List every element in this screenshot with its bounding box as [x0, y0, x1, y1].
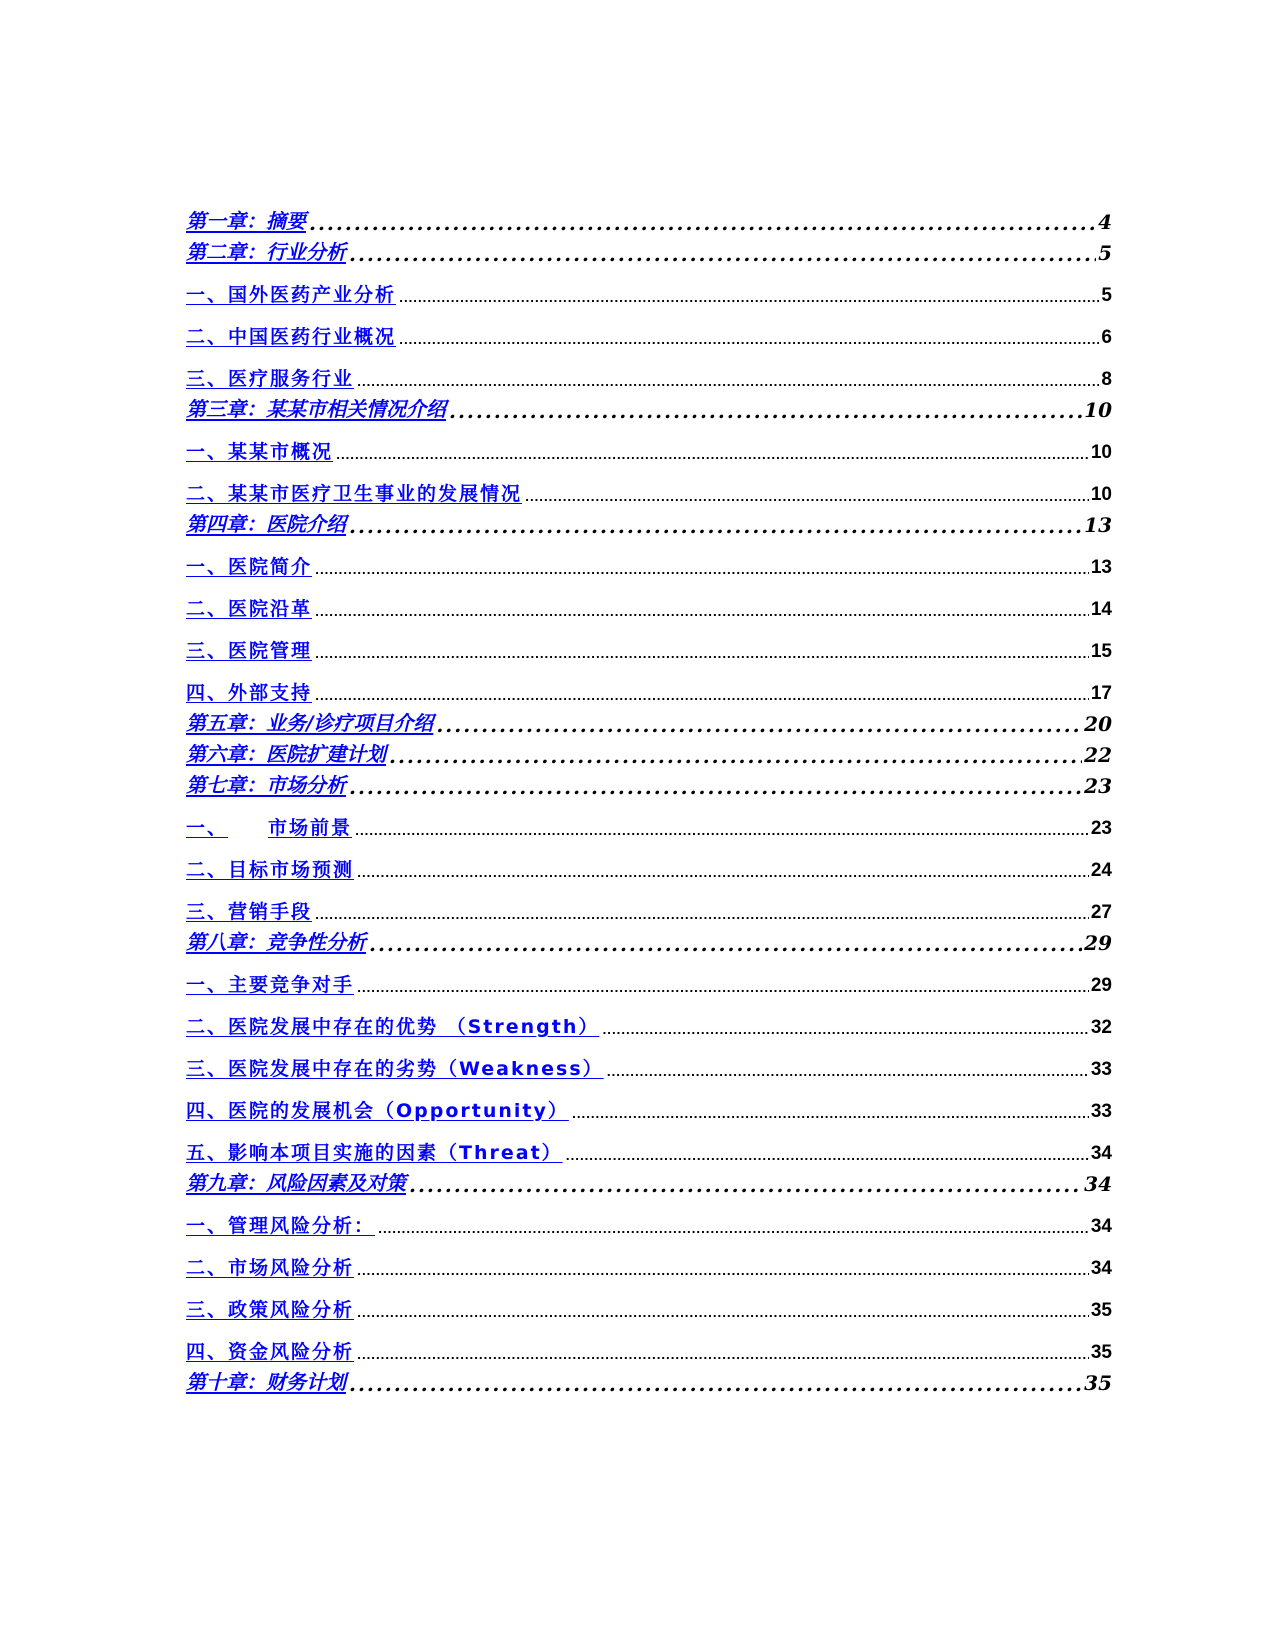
toc-entry-link[interactable]	[186, 236, 346, 265]
toc-entry-title: 二、医院沿革	[186, 598, 313, 620]
dot-leader	[349, 1374, 1082, 1395]
toc-page-number: 5	[1101, 285, 1112, 306]
toc-entry-link[interactable]	[186, 1138, 563, 1165]
toc-chapter-entry[interactable]	[186, 506, 1112, 537]
dot-leader	[399, 335, 1099, 349]
toc-chapter-entry[interactable]	[186, 234, 1112, 265]
toc-page-number: 23	[1084, 774, 1112, 798]
toc-chapter-entry[interactable]	[186, 391, 1112, 422]
toc-entry-link[interactable]	[186, 926, 366, 955]
toc-entry-title: 第十章：财务计划	[186, 1370, 346, 1394]
toc-entry-title-continued: 市场前景	[268, 817, 353, 839]
toc-entry-link[interactable]	[186, 738, 386, 767]
dot-leader	[357, 868, 1089, 882]
toc-entry-title: 四、资金风险分析	[186, 1341, 355, 1363]
dot-leader	[572, 1109, 1089, 1123]
toc-page-number: 10	[1084, 398, 1112, 422]
toc-entry-title: 三、营销手段	[186, 901, 313, 923]
toc-chapter-entry[interactable]	[186, 924, 1112, 955]
toc-entry-title: 二、某某市医疗卫生事业的发展情况	[186, 483, 523, 505]
toc-entry-title: 三、医疗服务行业	[186, 368, 355, 390]
toc-page-number: 34	[1090, 1258, 1112, 1279]
toc-entry-link[interactable]	[186, 769, 346, 798]
dot-leader	[409, 1175, 1082, 1196]
toc-entry-link[interactable]	[186, 508, 346, 537]
toc-entry-title: 三、医院发展中存在的劣势（Weakness）	[186, 1058, 604, 1080]
toc-page-number: 10	[1090, 442, 1112, 463]
toc-entry-link[interactable]	[186, 813, 352, 840]
toc-entry-title: 第一章：摘要	[186, 209, 306, 233]
toc-entry-title: 第五章：业务/诊疗项目介绍	[186, 711, 434, 735]
toc-section-entry[interactable]	[186, 1039, 1112, 1081]
dot-leader	[315, 565, 1089, 579]
toc-section-entry[interactable]	[186, 882, 1112, 924]
toc-chapter-entry[interactable]	[186, 767, 1112, 798]
dot-leader	[399, 293, 1099, 307]
dot-leader	[566, 1151, 1089, 1165]
toc-section-entry[interactable]	[186, 1196, 1112, 1238]
toc-entry-link[interactable]	[186, 393, 446, 422]
dot-leader	[336, 450, 1089, 464]
toc-page-number: 34	[1090, 1143, 1112, 1164]
toc-entry-title: 第九章：风险因素及对策	[186, 1171, 406, 1195]
dot-leader	[357, 377, 1099, 391]
dot-leader	[349, 777, 1082, 798]
dot-leader	[369, 934, 1082, 955]
dot-leader	[449, 401, 1082, 422]
dot-leader	[315, 649, 1089, 663]
toc-entry-link[interactable]	[186, 1012, 599, 1039]
toc-entry-link[interactable]	[186, 707, 433, 736]
toc-page-number: 24	[1090, 860, 1112, 881]
dot-leader	[436, 715, 1082, 736]
toc-section-entry[interactable]	[186, 663, 1112, 705]
toc-entry-link[interactable]	[186, 1295, 354, 1322]
dot-leader	[309, 213, 1096, 234]
toc-entry-title: 一、主要竞争对手	[186, 974, 355, 996]
toc-entry-link[interactable]	[186, 1167, 406, 1196]
toc-entry-title: 二、目标市场预测	[186, 859, 355, 881]
toc-entry-link[interactable]	[186, 970, 354, 997]
toc-entry-link[interactable]	[186, 1211, 375, 1238]
dot-leader	[349, 244, 1096, 265]
table-of-contents	[186, 203, 1112, 1395]
toc-page-number: 33	[1090, 1101, 1112, 1122]
toc-entry-link[interactable]	[186, 437, 333, 464]
toc-chapter-entry[interactable]	[186, 1364, 1112, 1395]
toc-page-number: 17	[1090, 683, 1112, 704]
toc-section-entry[interactable]	[186, 1081, 1112, 1123]
toc-section-entry[interactable]	[186, 1238, 1112, 1280]
toc-section-entry[interactable]	[186, 307, 1112, 349]
dot-leader	[389, 746, 1082, 767]
toc-section-entry[interactable]	[186, 1280, 1112, 1322]
toc-entry-title: 五、影响本项目实施的因素（Threat）	[186, 1142, 563, 1164]
toc-entry-title: 四、医院的发展机会（Opportunity）	[186, 1100, 569, 1122]
toc-section-entry[interactable]	[186, 997, 1112, 1039]
toc-page-number: 13	[1084, 513, 1112, 537]
toc-chapter-entry[interactable]	[186, 1165, 1112, 1196]
toc-section-entry[interactable]	[186, 798, 1112, 840]
toc-section-entry[interactable]	[186, 621, 1112, 663]
toc-entry-title: 第八章：竞争性分析	[186, 930, 366, 954]
toc-entry-title: 二、市场风险分析	[186, 1257, 355, 1279]
toc-entry-title: 第三章：某某市相关情况介绍	[186, 397, 446, 421]
toc-page-number: 6	[1101, 327, 1112, 348]
toc-entry-title: 一、国外医药产业分析	[186, 284, 397, 306]
dot-leader	[357, 1350, 1089, 1364]
toc-page-number: 29	[1084, 931, 1112, 955]
toc-page-number: 34	[1090, 1216, 1112, 1237]
toc-entry-link[interactable]	[186, 1253, 354, 1280]
toc-section-entry[interactable]	[186, 349, 1112, 391]
toc-entry-link[interactable]	[186, 897, 312, 924]
dot-leader	[357, 1266, 1089, 1280]
toc-entry-title: 三、政策风险分析	[186, 1299, 355, 1321]
toc-section-entry[interactable]	[186, 1123, 1112, 1165]
toc-entry-link[interactable]	[186, 594, 312, 621]
toc-entry-link[interactable]	[186, 322, 396, 349]
toc-entry-title: 一、医院简介	[186, 556, 313, 578]
toc-page-number: 35	[1090, 1300, 1112, 1321]
toc-chapter-entry[interactable]	[186, 705, 1112, 736]
toc-page-number: 4	[1098, 210, 1112, 234]
toc-page-number: 33	[1090, 1059, 1112, 1080]
toc-section-entry[interactable]	[186, 955, 1112, 997]
toc-entry-link[interactable]	[186, 364, 354, 391]
toc-page-number: 10	[1090, 484, 1112, 505]
toc-entry-title: 三、医院管理	[186, 640, 313, 662]
toc-entry-link[interactable]	[186, 1366, 346, 1395]
toc-page-number: 32	[1090, 1017, 1112, 1038]
toc-page-number: 8	[1101, 369, 1112, 390]
toc-entry-title: 第七章：市场分析	[186, 773, 346, 797]
toc-entry-link[interactable]	[186, 1054, 604, 1081]
toc-entry-link[interactable]	[186, 678, 312, 705]
dot-leader	[349, 516, 1082, 537]
dot-leader	[355, 826, 1089, 840]
toc-entry-link[interactable]	[186, 636, 312, 663]
dot-leader	[602, 1025, 1088, 1039]
toc-section-entry[interactable]	[186, 422, 1112, 464]
toc-page-number: 34	[1084, 1172, 1112, 1196]
toc-page-number: 35	[1084, 1371, 1112, 1395]
toc-section-entry[interactable]	[186, 579, 1112, 621]
toc-entry-link[interactable]	[186, 1096, 569, 1123]
toc-page-number: 27	[1090, 902, 1112, 923]
toc-entry-link[interactable]	[186, 1337, 354, 1364]
toc-entry-link[interactable]	[186, 205, 306, 234]
toc-page-number: 20	[1084, 712, 1112, 736]
toc-page-number: 29	[1090, 975, 1112, 996]
toc-page-number: 22	[1084, 743, 1112, 767]
dot-leader	[315, 691, 1089, 705]
toc-entry-title: 一、	[186, 817, 229, 839]
dot-leader	[378, 1224, 1089, 1238]
toc-page-number: 5	[1098, 241, 1112, 265]
toc-entry-link[interactable]	[186, 552, 312, 579]
toc-entry-link[interactable]	[186, 855, 354, 882]
toc-section-entry[interactable]	[186, 537, 1112, 579]
toc-chapter-entry[interactable]	[186, 203, 1112, 234]
toc-entry-link[interactable]	[186, 479, 522, 506]
dot-leader	[315, 607, 1089, 621]
toc-section-entry[interactable]	[186, 1322, 1112, 1364]
dot-leader	[315, 910, 1089, 924]
toc-page-number: 14	[1090, 599, 1112, 620]
toc-page-number: 23	[1090, 818, 1112, 839]
toc-entry-title: 二、医院发展中存在的优势 （Strength）	[186, 1016, 600, 1038]
toc-entry-title: 二、中国医药行业概况	[186, 326, 397, 348]
toc-entry-title: 第二章：行业分析	[186, 240, 346, 264]
dot-leader	[525, 492, 1089, 506]
toc-chapter-entry[interactable]	[186, 736, 1112, 767]
dot-leader	[357, 983, 1089, 997]
toc-entry-link[interactable]	[186, 280, 396, 307]
toc-section-entry[interactable]	[186, 464, 1112, 506]
toc-entry-title: 第六章：医院扩建计划	[186, 742, 386, 766]
toc-entry-title: 一、管理风险分析：	[186, 1215, 376, 1237]
dot-leader	[357, 1308, 1089, 1322]
toc-section-entry[interactable]	[186, 265, 1112, 307]
toc-entry-title: 第四章：医院介绍	[186, 512, 346, 536]
toc-entry-title: 四、外部支持	[186, 682, 313, 704]
toc-page-number: 13	[1090, 557, 1112, 578]
toc-page-number: 35	[1090, 1342, 1112, 1363]
dot-leader	[607, 1067, 1089, 1081]
toc-entry-title: 一、某某市概况	[186, 441, 334, 463]
toc-section-entry[interactable]	[186, 840, 1112, 882]
toc-page-number: 15	[1090, 641, 1112, 662]
